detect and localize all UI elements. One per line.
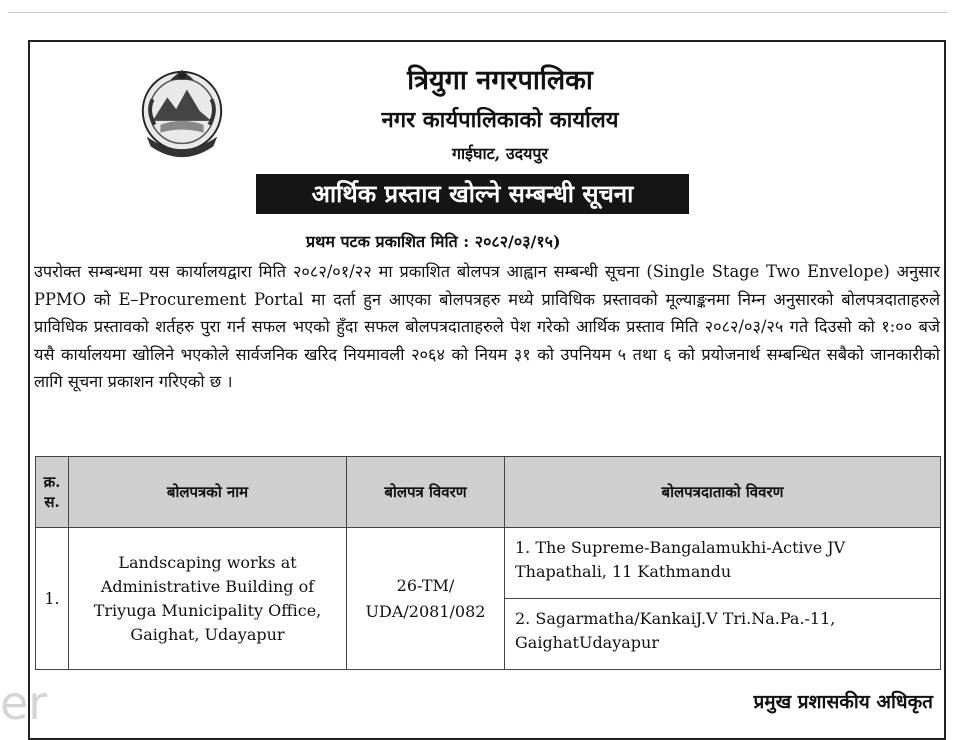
nepal-municipality-emblem-icon (133, 60, 231, 168)
col-header-ref: बोलपत्र विवरण (347, 457, 505, 528)
row-sn: 1. (36, 528, 69, 670)
table-header-row (36, 457, 941, 528)
office-location: गाईघाट, उदयपुर (452, 144, 548, 163)
top-rule (8, 12, 948, 13)
signature-title: प्रमुख प्रशासकीय अधिकृत (753, 691, 933, 713)
row-bidder-2: 2. Sagarmatha/KankaiJ.V Tri.Na.Pa.-11, GaighatUdayapur (505, 599, 941, 670)
table-row (36, 528, 941, 599)
row-bidder-1: 1. The Supreme-Bangalamukhi-Active JV Thapathali, 11 Kathmandu (505, 528, 941, 599)
col-header-bidders: बोलपत्रदाताको विवरण (505, 457, 941, 528)
notice-body: उपरोक्त सम्बन्धमा यस कार्यालयद्वारा मिति २०८२/०१/२२ मा प्रकाशित बोलपत्र आह्वान सम्बन्धी सूचना (Single Stage Two Envelope) अनुसार PPMO को E–Procurement Portal मा दर्ता हुन आएका बोलपत्रहरु मध्ये प्राविधिक प्रस्तावको मूल्याङ्कनमा निम्न अनुसारको बोलपत्रदाताहरुले प्राविधिक प्रस्तावको शर्तहरु पुरा गर्न सफल भएको हुँदा सफल बोलपत्रदाताहरुले पेश गरेको आर्थिक प्रस्ताव मिति २०८२/०३/२५ गते दिउसो को १:०० बजे यसै कार्यालयमा खोलिने भएकोले सार्वजनिक खरिद नियमावली २०६४ को नियम ३१ को उपनियम ५ तथा ६ को प्रयोजनार्थ सम्बन्धित सबैको जानकारीको लागि सूचना प्रकाशन गरिएको छ । (34, 262, 940, 392)
row-bid-name: Landscaping works at Administrative Building of Triyuga Municipality Office, Gaighat, Udayapur (69, 528, 347, 670)
publication-date: प्रथम पटक प्रकाशित मिति : २०८२/०३/१५) (306, 232, 561, 251)
notice-title: आर्थिक प्रस्ताव खोल्ने सम्बन्धी सूचना (256, 174, 689, 214)
watermark-text: er (0, 676, 48, 730)
bid-table (35, 456, 941, 670)
row-bid-ref: 26-TM/ UDA/2081/082 (347, 528, 505, 670)
municipality-name: त्रियुगा नगरपालिका (407, 65, 593, 96)
office-name: नगर कार्यपालिकाको कार्यालय (381, 107, 619, 133)
col-header-sn: क्र. स. (36, 457, 69, 528)
col-header-name: बोलपत्रको नाम (69, 457, 347, 528)
